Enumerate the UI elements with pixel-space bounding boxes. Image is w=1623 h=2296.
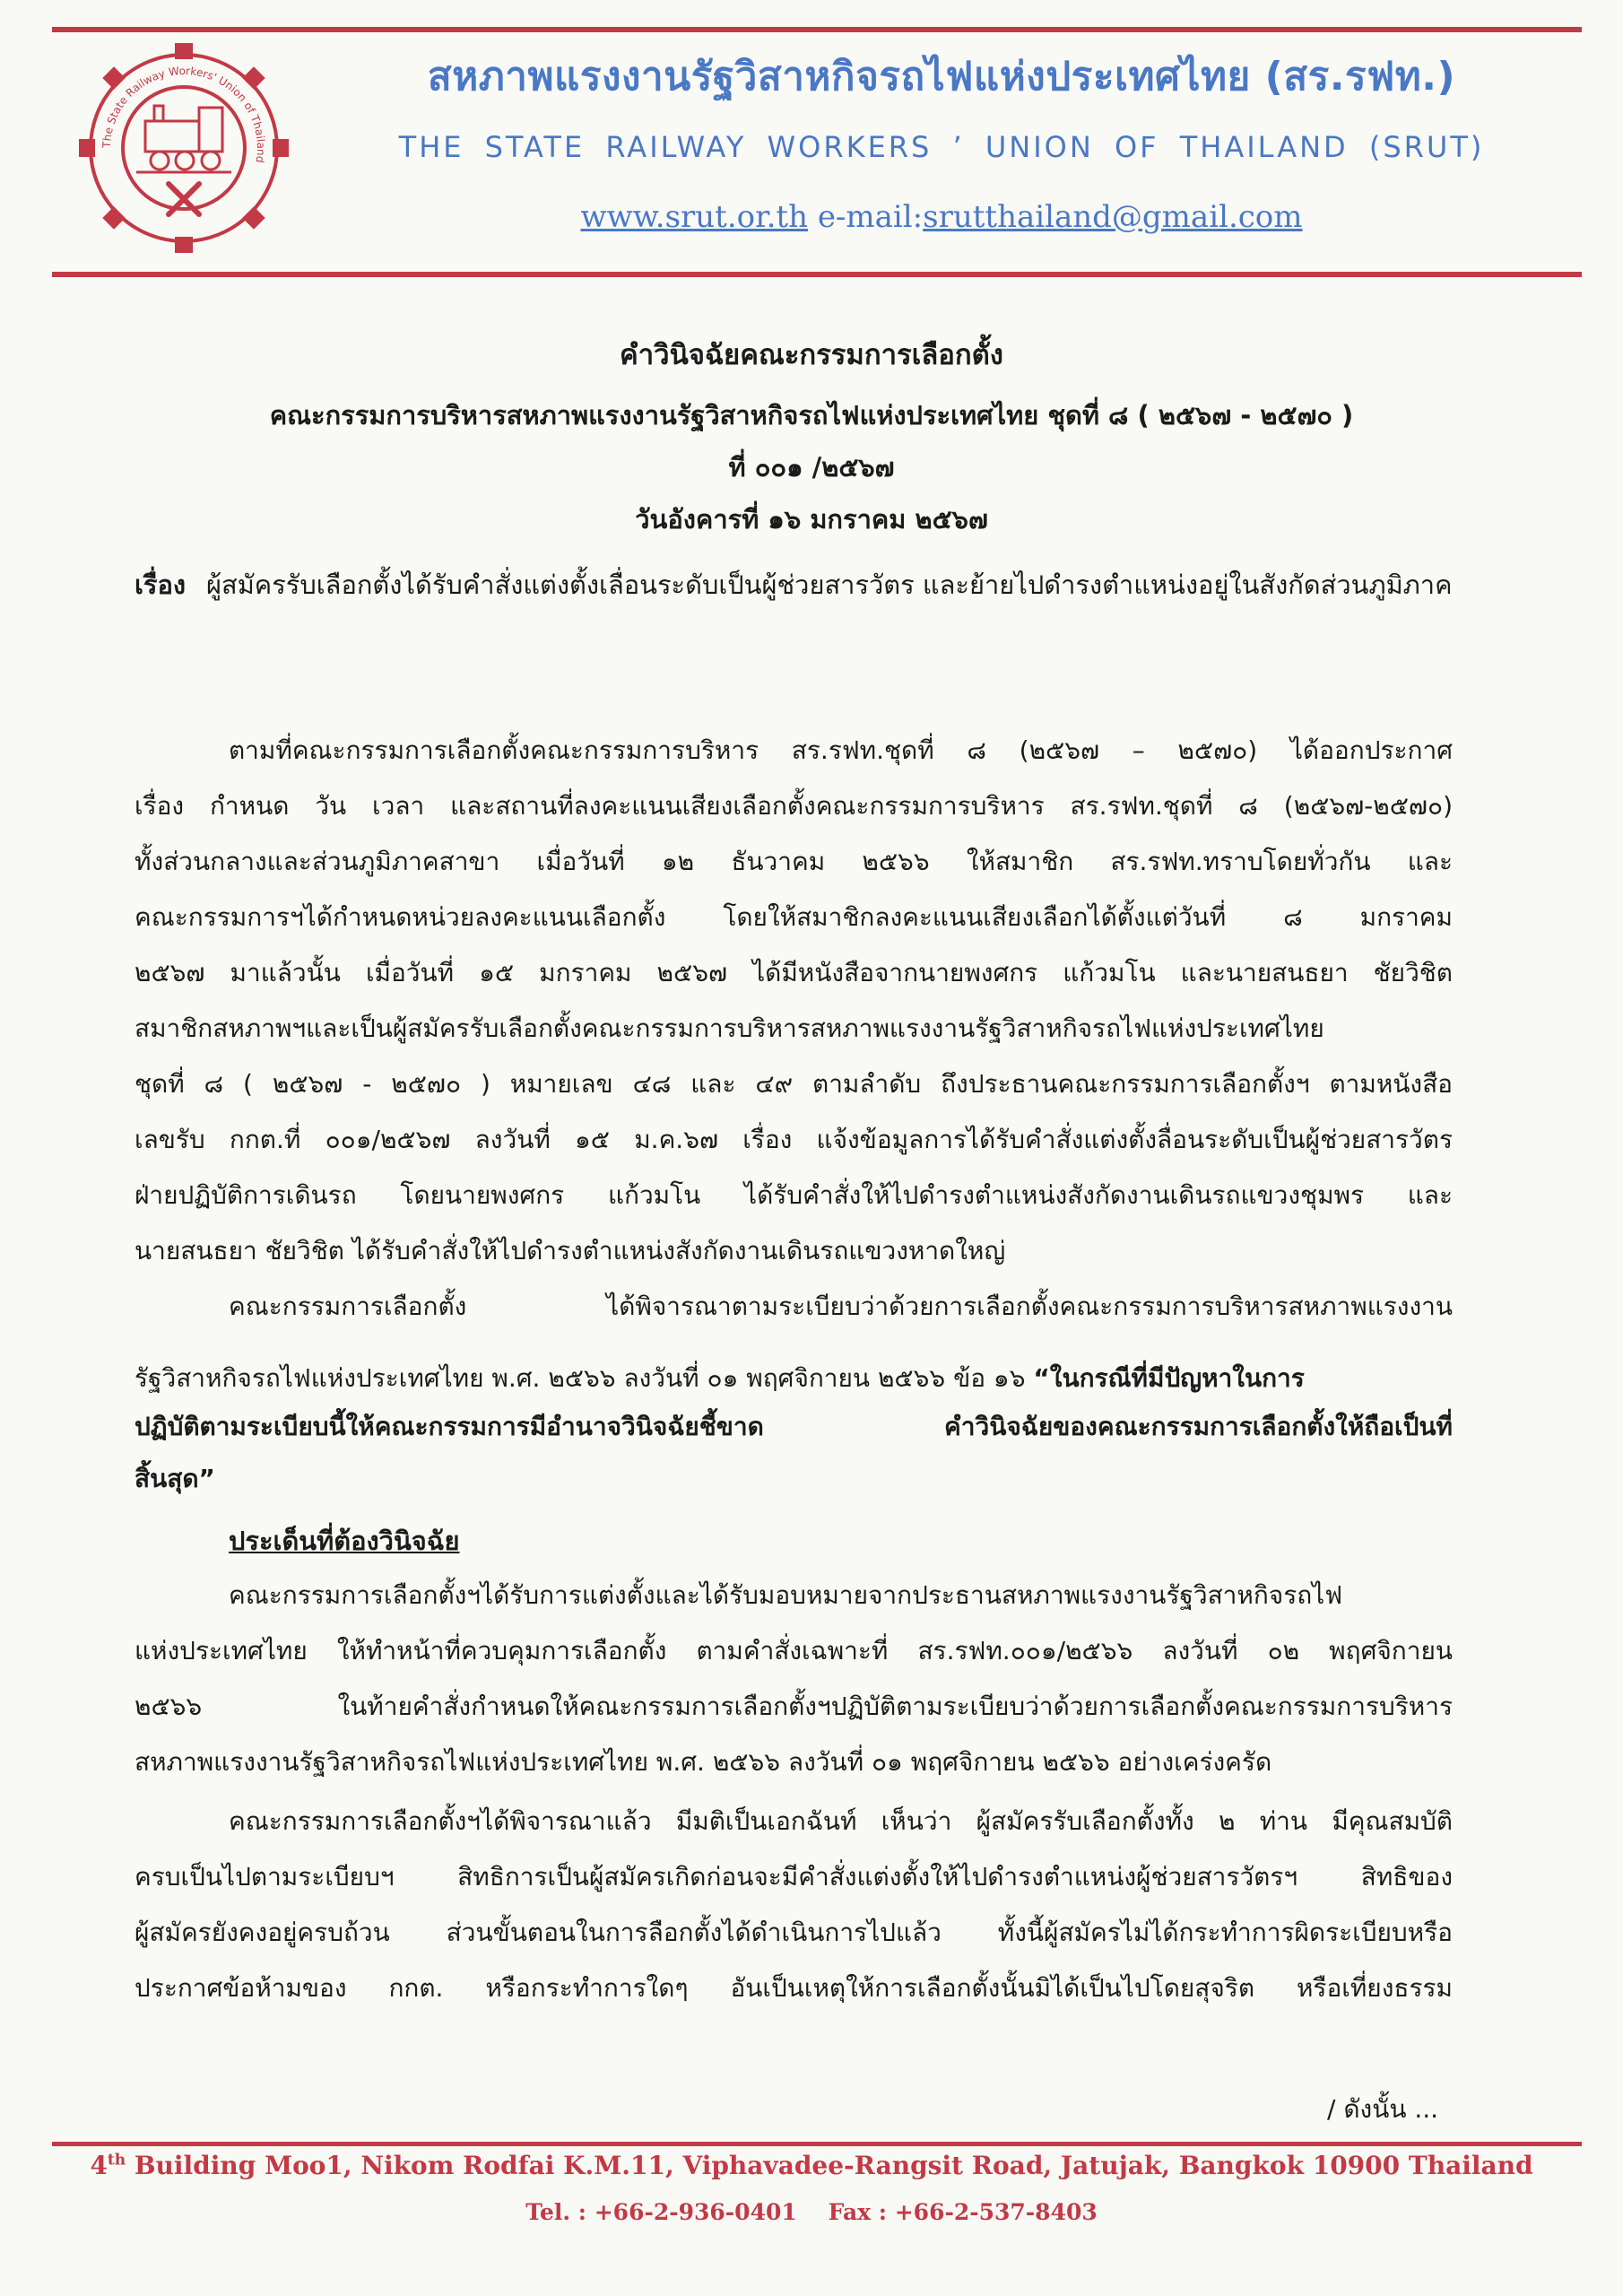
para2-line-with-quote (135, 1351, 1453, 1406)
para1-line: ตามที่คณะกรรมการเลือกตั้งคณะกรรมการบริหาร สร.รฟท.ชุดที่ ๘ (๒๕๖๗ – ๒๕๗๐) ได้ออกประกาศ (229, 735, 1453, 765)
para3-line: ๒๕๖๖ ในท้ายคำสั่งกำหนดให้คณะกรรมการเลือกตั้งฯปฏิบัติตามระเบียบว่าด้วยการเลือกตั้งคณะกรรมการบริหาร (135, 1692, 1453, 1721)
document-subtitle: คณะกรรมการบริหารสหภาพแรงงานรัฐวิสาหกิจรถไฟแห่งประเทศไทย ชุดที่ ๘ ( ๒๕๖๗ - ๒๕๗๐ ) (269, 400, 1354, 430)
para3-line: แห่งประเทศไทย ให้ทำหน้าที่ควบคุมการเลือกตั้ง ตามคำสั่งเฉพาะที่ สร.รฟท.๐๐๑/๒๕๖๖ ลงวันที่ ๐๒ พฤศจิกายน (135, 1636, 1453, 1665)
address-suffix: th (107, 2151, 126, 2170)
organization-name-thai: สหภาพแรงงานรัฐวิสาหกิจรถไฟแห่งประเทศไทย (สร.รฟท.) (427, 54, 1456, 100)
para1-line: ๒๕๖๗ มาแล้วนั้น เมื่อวันที่ ๑๕ มกราคม ๒๕๖๗ ได้มีหนังสือจากนายพงศกร แก้วมโน และนายสนธยา ชัยวิชิต (135, 958, 1453, 987)
para3-line: คณะกรรมการเลือกตั้งฯได้รับการแต่งตั้งและได้รับมอบหมายจากประธานสหภาพแรงงานรัฐวิสาหกิจรถไฟ (229, 1580, 1343, 1610)
para4-line: คณะกรรมการเลือกตั้งฯได้พิจารณาแล้ว มีมติเป็นเอกฉันท์ เห็นว่า ผู้สมัครรับเลือกตั้งทั้ง ๒ ท่าน มีคุณสมบัติ (229, 1806, 1453, 1836)
para3-line: สหภาพแรงงานรัฐวิสาหกิจรถไฟแห่งประเทศไทย พ.ศ. ๒๕๖๖ ลงวันที่ ๐๑ พฤศจิกายน ๒๕๖๖ อย่างเคร่งครัด (135, 1747, 1272, 1777)
para1-line: นายสนธยา ชัยวิชิต ได้รับคำสั่งให้ไปดำรงตำแหน่งสังกัดงานเดินรถแขวงหาดใหญ่ (135, 1236, 1006, 1265)
quote-text: “ในกรณีที่มีปัญหาในการ (1033, 1363, 1305, 1393)
para1-line: ทั้งส่วนกลางและส่วนภูมิภาคสาขา เมื่อวันที่ ๑๒ ธันวาคม ๒๕๖๖ ให้สมาชิก สร.รฟท.ทราบโดยทั่วกัน และ (135, 847, 1453, 876)
address-number: 4 (90, 2151, 108, 2180)
document-number: ที่ ๐๐๑ /๒๕๖๗ (728, 452, 895, 483)
tel-number: +66-2-936-0401 (594, 2199, 797, 2225)
para4-line: ผู้สมัครยังคงอยู่ครบถ้วน ส่วนขั้นตอนในการลือกตั้งได้ดำเนินการไปแล้ว ทั้งนี้ผู้สมัครไม่ได้กระทำการผิดระเบียบหรือ (135, 1918, 1453, 1947)
document-title: คำวินิจฉัยคณะกรรมการเลือกตั้ง (620, 339, 1003, 371)
continuation-marker: / ดังนั้น ... (1327, 2094, 1439, 2124)
fax-number: +66-2-537-8403 (894, 2199, 1098, 2225)
website-link[interactable]: www.srut.or.th (580, 199, 808, 235)
para1-line: เลขรับ กกต.ที่ ๐๐๑/๒๕๖๗ ลงวันที่ ๑๕ ม.ค.๖๗ เรื่อง แจ้งข้อมูลการได้รับคำสั่งแต่งตั้งลื่อนระดับเป็นผู้ช่วยสารวัตร (135, 1125, 1453, 1154)
para2-line: คณะกรรมการเลือกตั้ง ได้พิจารณาตามระเบียบว่าด้วยการเลือกตั้งคณะกรรมการบริหารสหภาพแรงงาน (229, 1292, 1453, 1321)
para4-line: ประกาศข้อห้ามของ กกต. หรือกระทำการใดๆ อันเป็นเหตุให้การเลือกตั้งนั้นมิได้เป็นไปโดยสุจริต หรือเที่ยงธรรม (135, 1973, 1453, 2003)
railway-union-seal-icon (72, 36, 296, 260)
header-bottom-rule (52, 272, 1582, 277)
svg-text:The State Railway Workers' Uni (100, 65, 267, 164)
email-label: e-mail: (817, 199, 924, 235)
address-text: Building Moo1, Nikom Rodfai K.M.11, Viphavadee-Rangsit Road, Jatujak, Bangkok 10900 Thailand (126, 2151, 1533, 2180)
para1-line: สมาชิกสหภาพฯและเป็นผู้สมัครรับเลือกตั้งคณะกรรมการบริหารสหภาพแรงงานรัฐวิสาหกิจรถไฟแห่งประเทศไทย (135, 1013, 1324, 1043)
logo-ring-text: The State Railway Workers' Union of Thailand (100, 64, 268, 164)
fax-label: Fax : (828, 2199, 888, 2225)
para1-line: ชุดที่ ๘ ( ๒๕๖๗ - ๒๕๗๐ ) หมายเลข ๔๘ และ ๔๙ ตามลำดับ ถึงประธานคณะกรรมการเลือกตั้งฯ ตามหนังสือ (135, 1069, 1453, 1099)
organization-name-english: THE STATE RAILWAY WORKERS ’ UNION OF THAILAND (SRUT) (398, 130, 1485, 164)
quote-line: สิ้นสุด” (135, 1464, 215, 1493)
tel-label: Tel. : (525, 2199, 587, 2225)
footer-rule (52, 2142, 1582, 2146)
para2-text: รัฐวิสาหกิจรถไฟแห่งประเทศไทย พ.ศ. ๒๕๖๖ ลงวันที่ ๐๑ พฤศจิกายน ๒๕๖๖ ข้อ ๑๖ (135, 1363, 1026, 1393)
contact-line (305, 199, 1578, 235)
para4-line: ครบเป็นไปตามระเบียบฯ สิทธิการเป็นผู้สมัครเกิดก่อนจะมีคำสั่งแต่งตั้งให้ไปดำรงตำแหน่งผู้ช่วยสารวัตรฯ สิทธิของ (135, 1862, 1453, 1892)
email-link[interactable]: srutthailand@gmail.com (923, 199, 1303, 235)
header-top-rule (52, 27, 1582, 32)
footer-phone-fax (0, 2199, 1623, 2225)
quote-line: ปฏิบัติตามระเบียบนี้ให้คณะกรรมการมีอำนาจวินิจฉัยชี้ขาด คำวินิจฉัยของคณะกรรมการเลือกตั้งให้ถือเป็นที่ (135, 1412, 1453, 1441)
para1-line: ฝ่ายปฏิบัติการเดินรถ โดยนายพงศกร แก้วมโน ได้รับคำสั่งให้ไปดำรงตำแหน่งสังกัดงานเดินรถแขวงชุมพร และ (135, 1180, 1453, 1210)
subject-label: เรื่อง (135, 570, 187, 600)
issue-heading: ประเด็นที่ต้องวินิจฉัย (229, 1526, 460, 1556)
subject-text: ผู้สมัครรับเลือกตั้งได้รับคำสั่งแต่งตั้งเลื่อนระดับเป็นผู้ช่วยสารวัตร และย้ายไปดำรงตำแหน่งอยู่ในสังกัดส่วนภูมิภาค (206, 570, 1453, 600)
document-date: วันอังคารที่ ๑๖ มกราคม ๒๕๖๗ (635, 504, 988, 535)
para1-line: คณะกรรมการฯได้กำหนดหน่วยลงคะแนนเลือกตั้ง โดยให้สมาชิกลงคะแนนเสียงเลือกได้ตั้งแต่วันที่ ๘ มกราคม (135, 902, 1453, 932)
para1-line: เรื่อง กำหนด วัน เวลา และสถานที่ลงคะแนนเสียงเลือกตั้งคณะกรรมการบริหาร สร.รฟท.ชุดที่ ๘ (๒๕๖๗-๒๕๗๐) (135, 791, 1453, 821)
footer-address (0, 2151, 1623, 2180)
